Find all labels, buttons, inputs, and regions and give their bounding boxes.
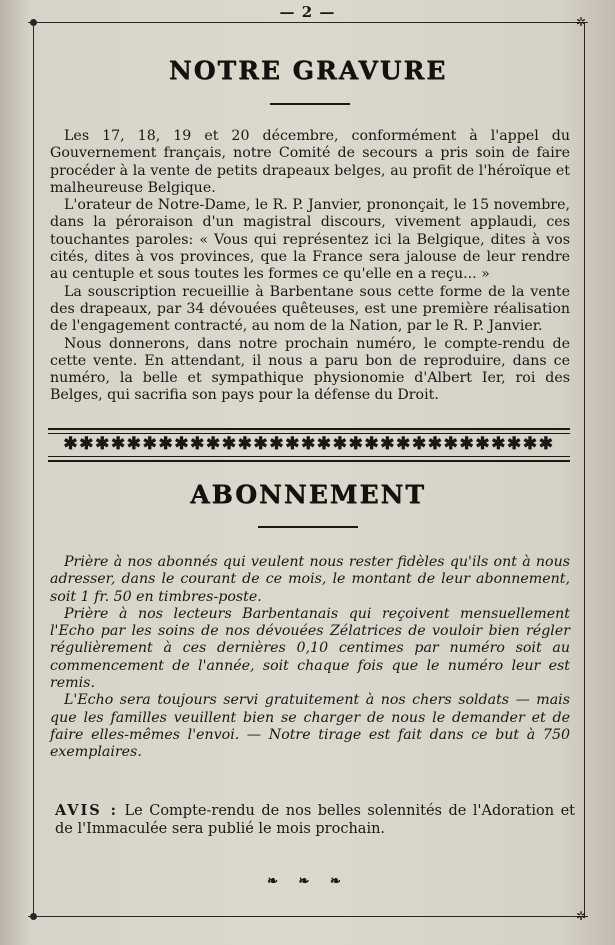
corner-ornament-top-right: ✲ [576,15,587,29]
section-body-notre-gravure [50,128,570,405]
paragraph: L'Echo sera toujours servi gratuitement à nos chers soldats — mais que les familles veuillent bien se charger de nous le demander et de faire elles-mêmes l'envoi. — Notre tirage est fait dans ce but à 750 exemplaires. [50,692,570,761]
paragraph: L'orateur de Notre-Dame, le R. P. Janvier, prononçait, le 15 novembre, dans la péroraison d'un magistral discours, vivement applaudi, ces touchantes paroles: « Vous qui représentez ici la Belgique, dites à vos cités, dites à vos provinces, que la France sera jalouse de leur rendre au centuple et sous toutes les formes ce qu'elle en a reçu... » [50,197,570,283]
notice-text: Le Compte-rendu de nos belles solennités de l'Adoration et de l'Immaculée sera publié le mois prochain. [55,803,575,837]
corner-dot-top-left [30,19,37,26]
title-underline [270,103,350,105]
section-title-abonnement: ABONNEMENT [190,480,426,509]
top-rule [28,22,588,23]
paragraph: Les 17, 18, 19 et 20 décembre, conformément à l'appel du Gouvernement français, notre Comité de secours a pris soin de faire procéder à la vente de petits drapeaux belges, au profit de l'héroïque et malheureuse Belgique. [50,128,570,196]
paragraph: Prière à nos abonnés qui veulent nous rester fidèles qu'ils ont à nous adresser, dans le courant de ce mois, le montant de leur abonnement, soit 1 fr. 50 en timbres-poste. [50,554,570,605]
paragraph: Nous donnerons, dans notre prochain numéro, le compte-rendu de cette vente. En attendant, il nous a paru bon de reproduire, dans ce numéro, la belle et sympathique physionomie d'Albert Ier, roi des Belges, qui sacrifia son pays pour la défense du Droit. [50,335,570,404]
notice [55,802,575,838]
section-title-notre-gravure: NOTRE GRAVURE [168,56,448,85]
bottom-rule [28,916,588,917]
page-number: — 2 — [279,3,336,21]
star-border-divider: ✱✱✱✱✱✱✱✱✱✱✱✱✱✱✱✱✱✱✱✱✱✱✱✱✱✱✱✱✱✱✱ [48,428,570,462]
corner-ornament-bottom-right: ✲ [576,909,587,923]
paragraph: La souscription recueillie à Barbentane sous cette forme de la vente des drapeaux, par 34 dévouées quêteuses, est une première réalisation de l'engagement contracté, au nom de la Nation, par le R. P. Janvier. [50,283,570,335]
title-underline [258,526,358,528]
paragraph: Prière à nos lecteurs Barbentanais qui reçoivent mensuellement l'Echo par les soins de nos dévouées Zélatrices de vouloir bien régler régulièrement à ces dernières 0,10 centimes par numéro soit au commencement de l'année, soit chaque fois que le numéro leur est remis. [50,605,570,692]
closing-ornament: ❧ ❧ ❧ [267,874,349,889]
corner-dot-bottom-left [30,913,37,920]
notice-label: AVIS : [55,802,118,819]
section-body-abonnement [50,554,570,762]
